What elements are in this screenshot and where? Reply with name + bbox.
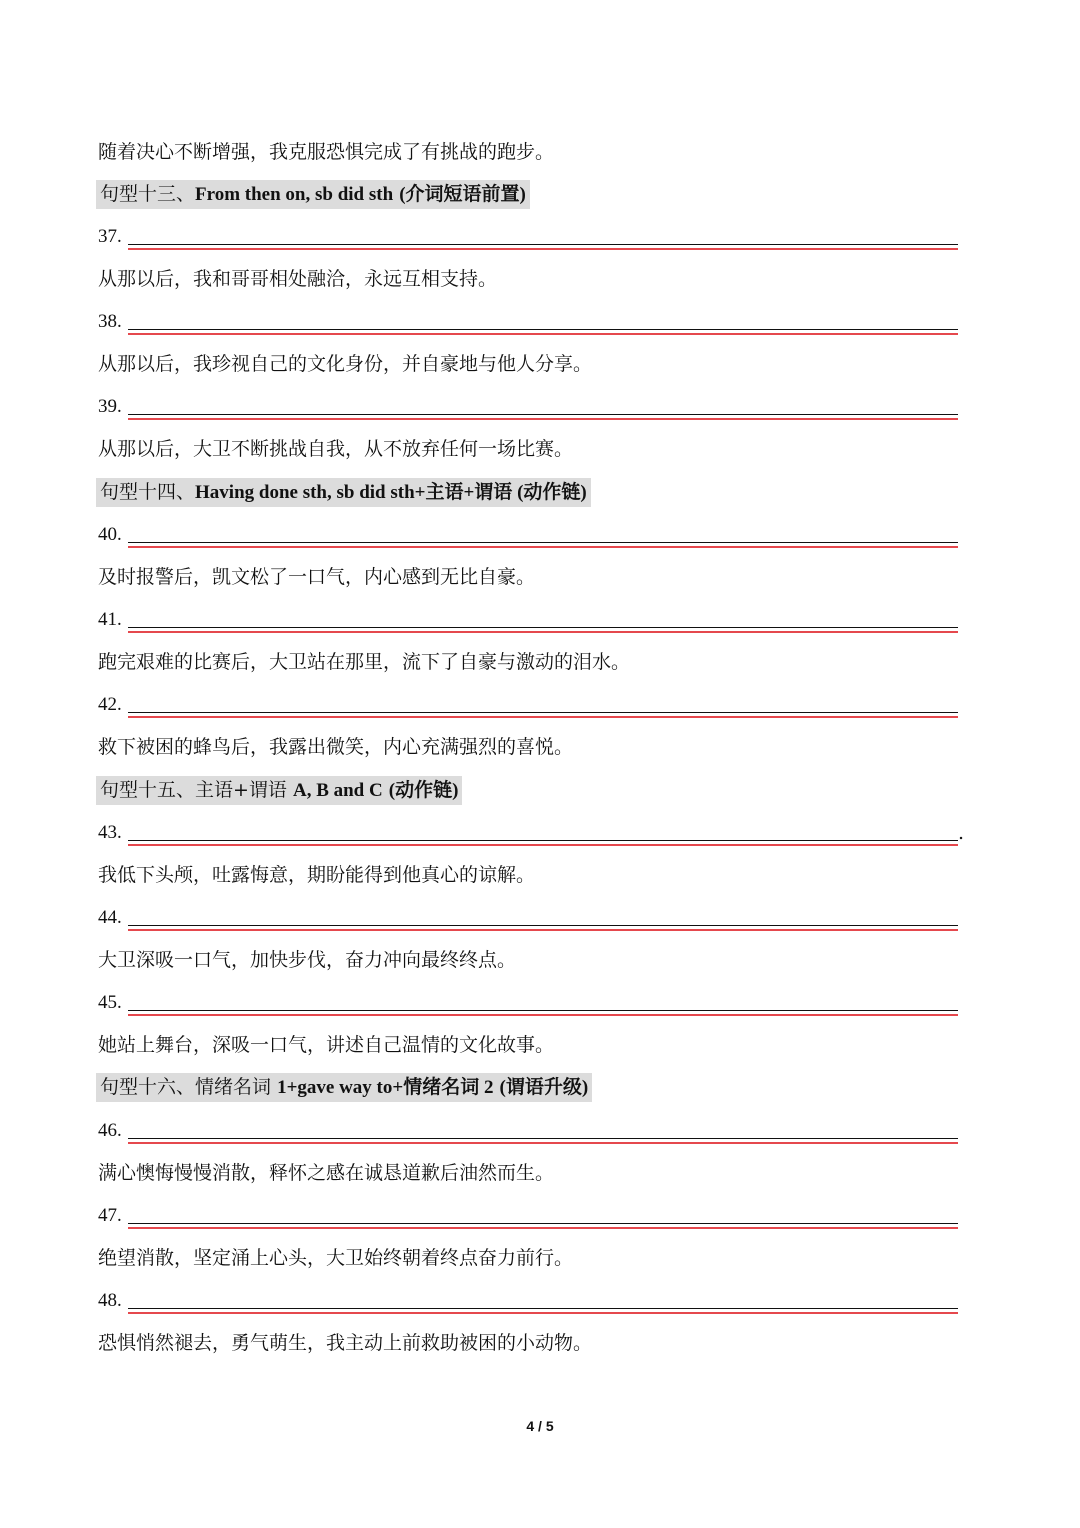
answer-line-41[interactable] (98, 606, 958, 634)
sentence-prompt: 从那以后，大卫不断挑战自我，从不放弃任何一场比赛。 (98, 438, 574, 460)
sentence-prompt: 跑完艰难的比赛后，大卫站在那里，流下了自豪与激动的泪水。 (98, 651, 631, 673)
answer-line-42[interactable] (98, 691, 958, 719)
question-number: 48. (98, 1290, 122, 1311)
heading-note: (动作链) (388, 780, 459, 801)
answer-line-47[interactable] (98, 1202, 958, 1230)
sentence-prompt: 及时报警后，凯文松了一口气，内心感到无比自豪。 (98, 566, 536, 588)
question-number: 42. (98, 694, 122, 715)
question-number: 45. (98, 992, 122, 1013)
section-heading-14 (96, 478, 591, 507)
heading-prefix: 句型十四、 (100, 481, 196, 503)
answer-line-44[interactable] (98, 904, 958, 932)
sentence-prompt: 满心懊悔慢慢消散，释怀之感在诚恳道歉后油然而生。 (98, 1162, 555, 1184)
answer-line-46[interactable] (98, 1117, 958, 1145)
sentence-prompt: 大卫深吸一口气，加快步伐，奋力冲向最终终点。 (98, 949, 517, 971)
answer-line-45[interactable] (98, 989, 958, 1017)
sentence-prompt: 从那以后，我珍视自己的文化身份，并自豪地与他人分享。 (98, 353, 593, 375)
heading-note: (介词短语前置) (399, 184, 526, 205)
section-heading-13 (96, 180, 530, 209)
answer-line-40[interactable] (98, 521, 958, 549)
trailing-period: . (957, 822, 964, 844)
answer-line-48[interactable] (98, 1287, 958, 1315)
sentence-prompt: 绝望消散，坚定涌上心头，大卫始终朝着终点奋力前行。 (98, 1247, 574, 1269)
heading-pattern: Having done sth, sb did sth+主语+谓语 (195, 482, 513, 503)
question-number: 40. (98, 524, 122, 545)
question-number: 47. (98, 1205, 122, 1226)
heading-prefix: 句型十六、情绪名词 (100, 1076, 272, 1098)
page-number: 4 / 5 (526, 1418, 554, 1434)
heading-prefix: 句型十三、 (100, 183, 196, 205)
question-number: 44. (98, 907, 122, 928)
heading-pattern: 1+gave way to+情绪名词 2 (277, 1077, 494, 1098)
question-number: 38. (98, 311, 122, 332)
sentence-prompt: 恐惧悄然褪去，勇气萌生，我主动上前救助被困的小动物。 (98, 1332, 593, 1354)
sentence-prompt: 她站上舞台，深吸一口气，讲述自己温情的文化故事。 (98, 1034, 555, 1056)
question-number: 39. (98, 396, 122, 417)
question-number: 43. (98, 822, 122, 843)
section-heading-15 (96, 776, 462, 805)
sentence-prompt: 随着决心不断增强，我克服恐惧完成了有挑战的跑步。 (98, 141, 555, 163)
answer-line-38[interactable] (98, 308, 958, 336)
heading-note: (谓语升级) (499, 1077, 589, 1098)
answer-line-39[interactable] (98, 393, 958, 421)
heading-pattern: From then on, sb did sth (195, 184, 394, 205)
sentence-prompt: 我低下头颅，吐露悔意，期盼能得到他真心的谅解。 (98, 864, 536, 886)
answer-line-37[interactable] (98, 223, 958, 251)
question-number: 41. (98, 609, 122, 630)
answer-line-43[interactable] (98, 819, 964, 847)
sentence-prompt: 从那以后，我和哥哥相处融洽，永远互相支持。 (98, 268, 498, 290)
sentence-prompt: 救下被困的蜂鸟后，我露出微笑，内心充满强烈的喜悦。 (98, 736, 574, 758)
heading-note: (动作链) (512, 482, 587, 503)
section-heading-16 (96, 1073, 592, 1102)
heading-prefix: 句型十五、主语+谓语 (100, 779, 287, 801)
heading-pattern: A, B and C (292, 780, 383, 801)
question-number: 37. (98, 226, 122, 247)
question-number: 46. (98, 1120, 122, 1141)
